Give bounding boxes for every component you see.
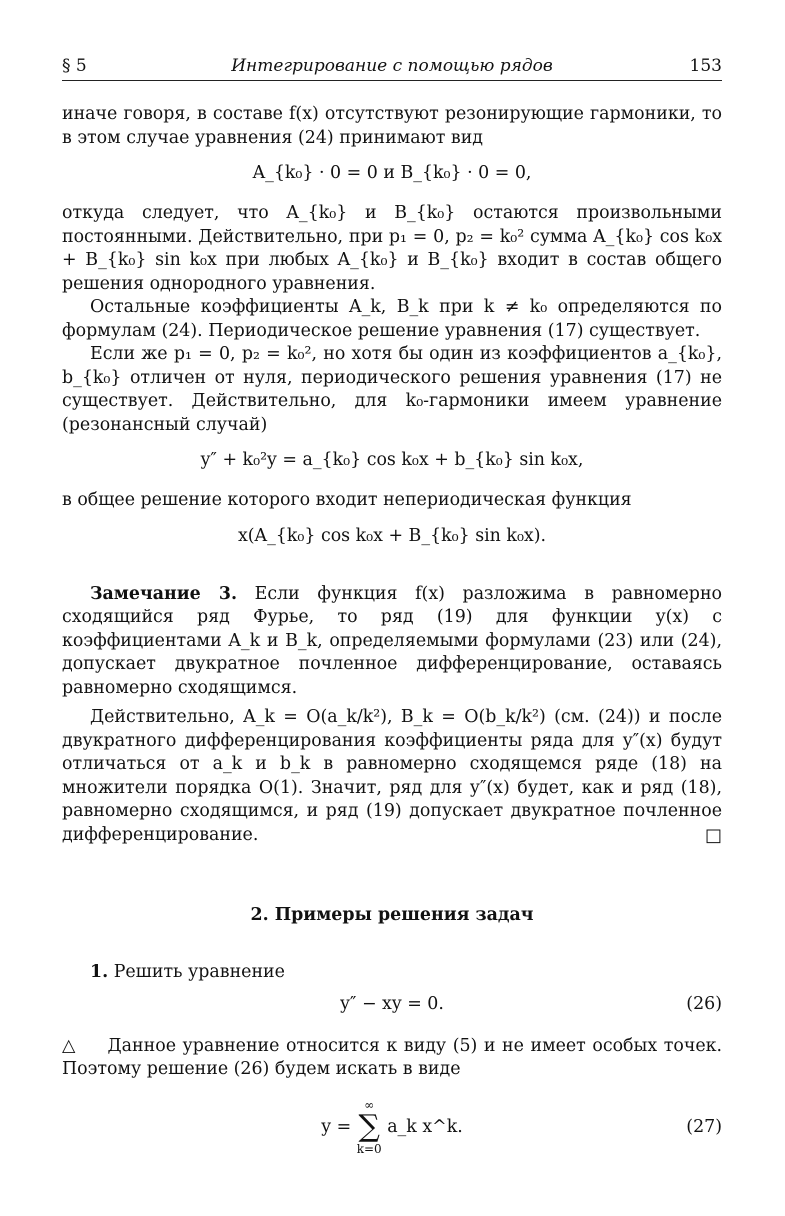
remark-3 <box>62 583 722 701</box>
running-title: Интегрирование с помощью рядов <box>231 56 553 76</box>
paragraph-3: Остальные коэффициенты A_k, B_k при k ≠ k₀ определяются по формулам (24). Периодическое решение уравнения (17) существует. <box>62 297 722 341</box>
remark-text: Если функция f(x) разложима в равномерно сходящийся ряд Фурье, то ряд (19) для функции y(x) с коэффициентами A_k и B_k, определяемыми формулами (23) или (24), допускает двукратное почленное дифференцирование, оставаясь равномерно сходящимся. <box>62 583 723 698</box>
sum-symbol <box>357 1098 382 1156</box>
section-title: 2. Примеры решения задач <box>250 905 534 925</box>
book-page <box>62 52 722 1162</box>
equation-26-body: y″ − xy = 0. <box>340 993 444 1014</box>
equation-27-lhs: y = <box>321 1116 352 1137</box>
equation-27 <box>62 1092 722 1162</box>
remark-title: Замечание 3. <box>90 583 238 604</box>
paragraph-2: откуда следует, что A_{k₀} и B_{k₀} остаются произвольными постоянными. Действительно, при p₁ = 0, p₂ = k₀² сумма A_{k₀} cos k₀x + B_{k₀} sin k₀x при любых A_{k₀} и B_{k₀} входит в состав общего решения однородного уравнения. <box>62 203 722 294</box>
equation-26 <box>62 991 722 1017</box>
running-header <box>62 52 722 81</box>
qed-symbol: □ <box>704 824 722 846</box>
paragraph-6-text: Действительно, A_k = O(a_k/k²), B_k = O(b_k/k²) (см. (24)) и после двукратного дифференцирования коэффициенты ряда для y″(x) будут отличаться от a_k и b_k в равномерно сходящемся ряде (18) на множители порядка O(1). Значит, ряд для y″(x) будет, как и ряд (18), равномерно сходящимся, и ряд (19) допускает двукратное почленное дифференцирование. <box>62 707 722 845</box>
solution-paragraph <box>62 1035 722 1082</box>
paragraph-6 <box>62 706 722 847</box>
solution-text: Данное уравнение относится к виду (5) и не имеет особых точек. Поэтому решение (26) будем искать в виде <box>62 1035 723 1079</box>
paragraph-4: Если же p₁ = 0, p₂ = k₀², но хотя бы один из коэффициентов a_{k₀}, b_{k₀} отличен от нуля, периодического решения уравнения (17) не существует. Действительно, для k₀-гармоники имеем уравнение (резонансный случай) <box>62 344 722 435</box>
problem-text: Решить уравнение <box>113 962 285 982</box>
equation-2: y″ + k₀²y = a_{k₀} cos k₀x + b_{k₀} sin k₀x, <box>200 450 584 470</box>
paragraph-1: иначе говоря, в составе f(x) отсутствуют резонирующие гармоники, то в этом случае уравнения (24) принимают вид <box>62 104 722 148</box>
equation-26-number: (26) <box>686 993 722 1014</box>
problem-1-statement <box>62 961 722 985</box>
sum-upper-limit: ∞ <box>364 1098 375 1112</box>
sum-lower-limit: k=0 <box>356 1142 382 1156</box>
equation-27-rhs: a_k x^k. <box>387 1116 463 1137</box>
problem-number: 1. <box>90 962 109 982</box>
paragraph-5: в общее решение которого входит непериодическая функция <box>62 490 632 510</box>
page-number: 153 <box>689 56 722 76</box>
equation-27-number: (27) <box>686 1116 722 1137</box>
section-marker: § 5 <box>62 56 87 76</box>
equation-3: x(A_{k₀} cos k₀x + B_{k₀} sin k₀x). <box>237 525 547 546</box>
triangle-icon: △ <box>62 1035 77 1056</box>
sigma-icon: ∑ <box>358 1109 380 1144</box>
equation-1: A_{k₀} · 0 = 0 и B_{k₀} · 0 = 0, <box>252 163 532 183</box>
